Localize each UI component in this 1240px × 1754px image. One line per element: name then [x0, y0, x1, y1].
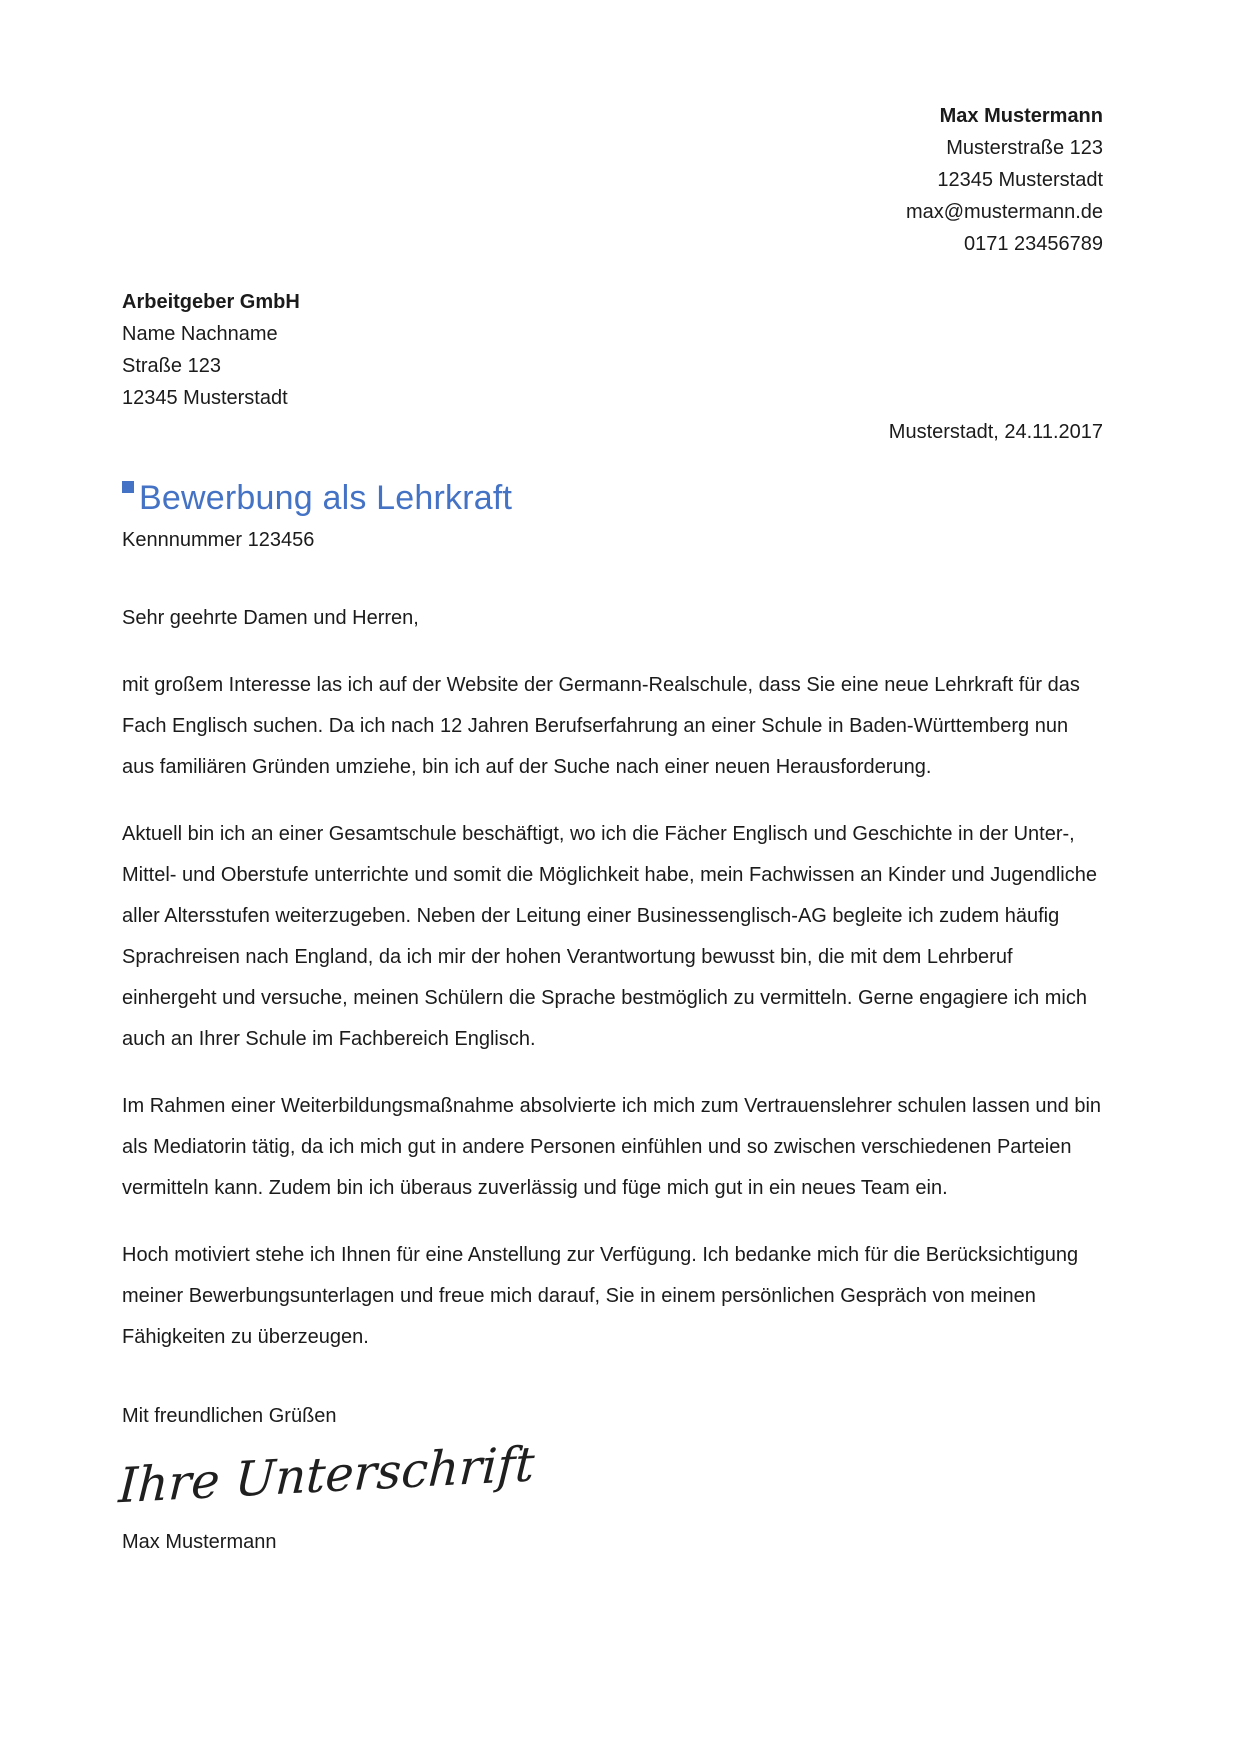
signer-name: Max Mustermann — [122, 1531, 277, 1553]
letter-body — [122, 665, 1103, 1358]
sender-name: Max Mustermann — [939, 105, 1103, 127]
subject-row — [122, 478, 1103, 518]
recipient-street: Straße 123 — [122, 355, 221, 377]
body-paragraph: Aktuell bin ich an einer Gesamtschule beschäftigt, wo ich die Fächer Englisch und Geschichte in der Unter-, Mittel- und Oberstufe unterrichte und somit die Möglichkeit habe, mein Fachwissen an Kinder und Jugendliche aller Altersstufen weiterzugeben. Neben der Leitung einer Businessenglisch-AG begleite ich zudem häufig Sprachreisen nach England, da ich mir der hohen Verantwortung bewusst bin, die mit dem Lehrberuf einhergeht und versuche, meinen Schülern die Sprache bestmöglich zu vermitteln. Gerne engagiere ich mich auch an Ihrer Schule im Fachbereich Englisch. — [122, 823, 1097, 1050]
body-paragraph: mit großem Interesse las ich auf der Website der Germann-Realschule, dass Sie eine neue Lehrkraft für das Fach Englisch suchen. Da ich nach 12 Jahren Berufserfahrung an einer Schule in Baden-Württemberg nun aus familiären Gründen umziehe, bin ich auf der Suche nach einer neuen Herausforderung. — [122, 674, 1080, 778]
sender-city: 12345 Musterstadt — [937, 169, 1103, 191]
body-paragraph: Hoch motiviert stehe ich Ihnen für eine Anstellung zur Verfügung. Ich bedanke mich für die Berücksichtigung meiner Bewerbungsunterlagen und freue mich darauf, Sie in einem persönlichen Gespräch von meinen Fähigkeiten zu überzeugen. — [122, 1244, 1079, 1348]
recipient-contact: Name Nachname — [122, 323, 278, 345]
date-line: Musterstadt, 24.11.2017 — [888, 421, 1103, 443]
subject-reference: Kennnummer 123456 — [122, 529, 315, 551]
sender-phone: 0171 23456789 — [963, 233, 1103, 255]
farewell: Mit freundlichen Grüßen — [122, 1405, 337, 1427]
subject-title: Bewerbung als Lehrkraft — [139, 479, 513, 517]
recipient-city: 12345 Musterstadt — [122, 387, 288, 409]
sender-email: max@mustermann.de — [905, 201, 1103, 223]
body-paragraph: Im Rahmen einer Weiterbildungsmaßnahme absolvierte ich mich zum Vertrauenslehrer schulen lassen und bin als Mediatorin tätig, da ich mich gut in andere Personen einfühlen und so zwischen verschiedenen Parteien vermitteln kann. Zudem bin ich überaus zuverlässig und füge mich gut in ein neues Team ein. — [122, 1095, 1102, 1199]
sender-address-block — [122, 100, 1103, 260]
salutation: Sehr geehrte Damen und Herren, — [122, 607, 419, 629]
signature-area — [117, 1436, 1103, 1529]
handwritten-signature-image — [117, 1436, 536, 1529]
signature-text: Ihre Unterschrift — [117, 1436, 536, 1515]
sender-street: Musterstraße 123 — [946, 137, 1103, 159]
recipient-address-block — [122, 286, 1103, 414]
heading-anchor-square-icon — [122, 481, 134, 493]
recipient-company: Arbeitgeber GmbH — [122, 291, 300, 313]
